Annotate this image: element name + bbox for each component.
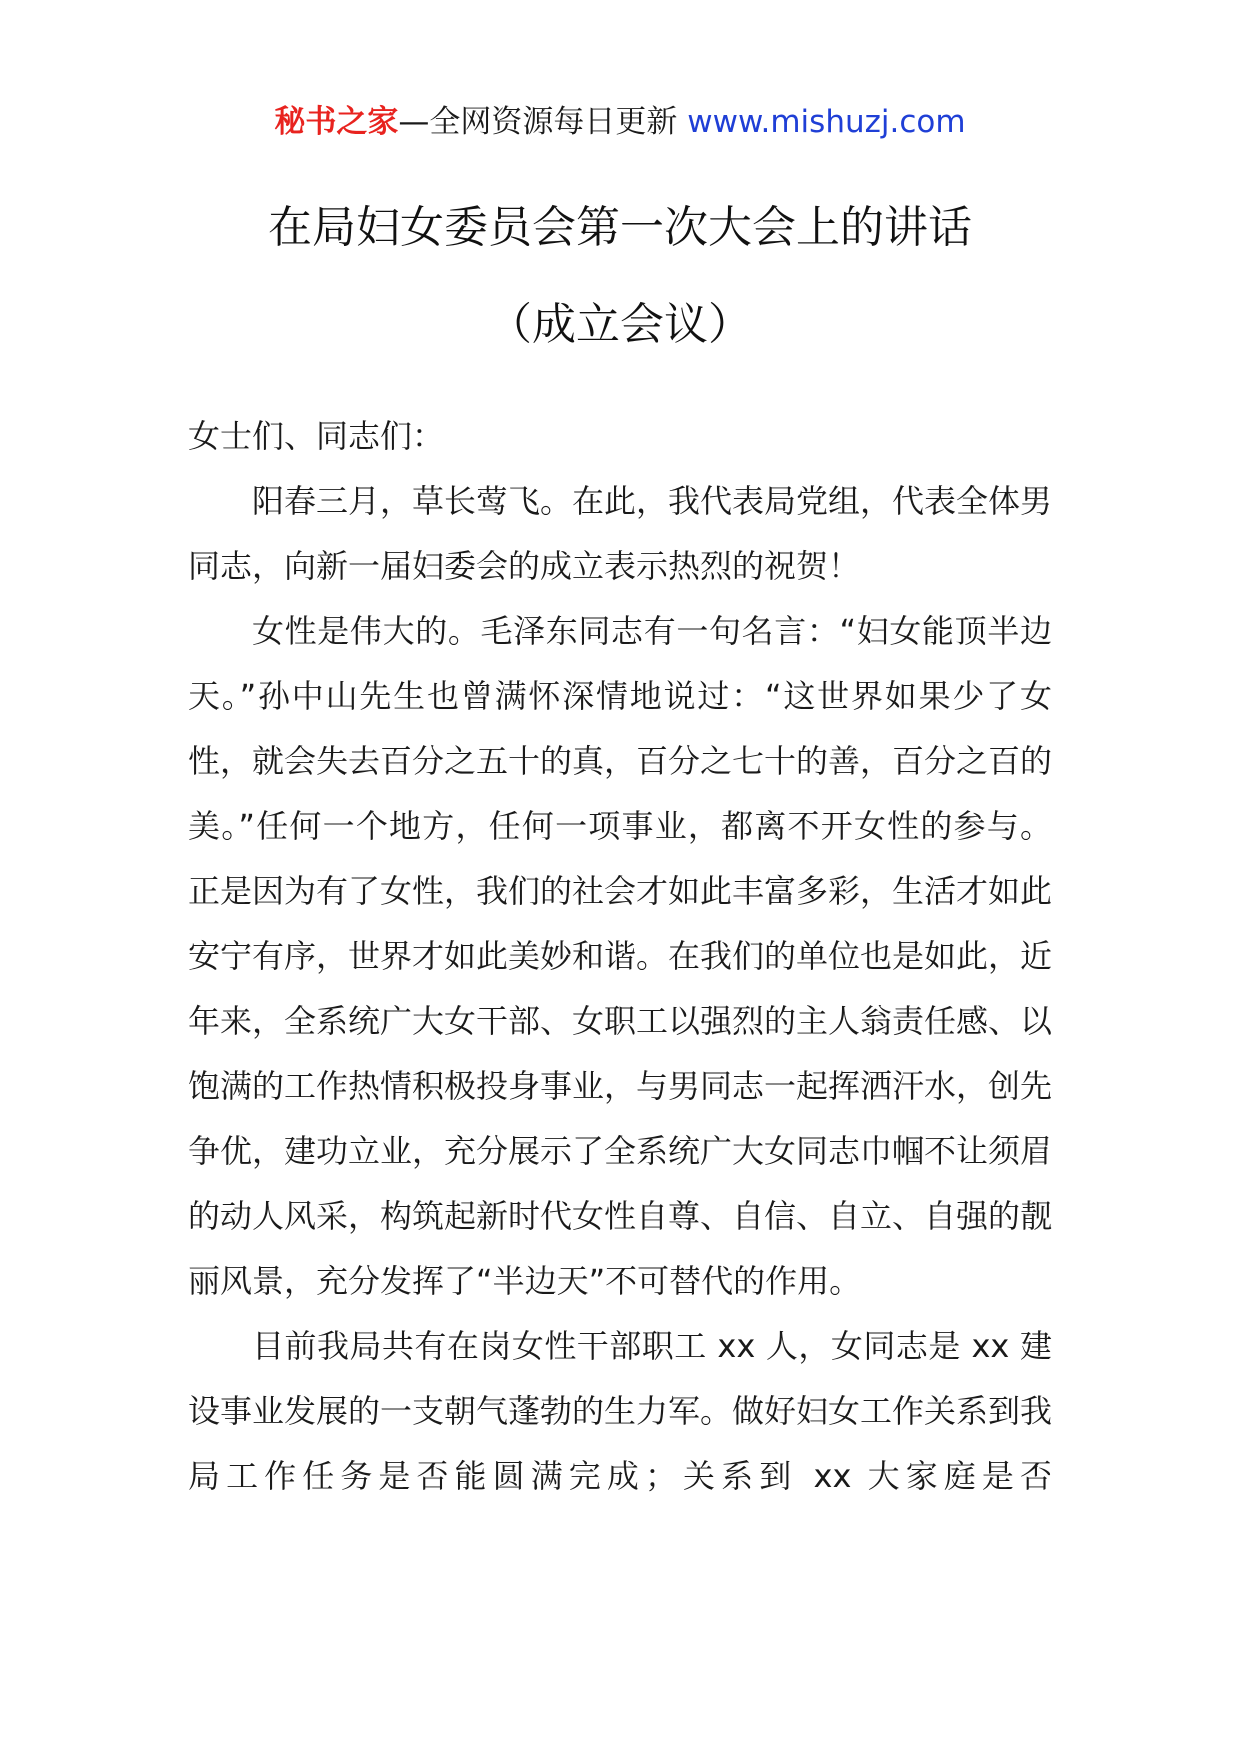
- salutation: 女士们、同志们：: [188, 417, 445, 455]
- document-title: 在局妇女委员会第一次大会上的讲话: [268, 202, 972, 253]
- paragraph-3: 目前我局共有在岗女性干部职工 xx 人，女同志是 xx 建设事业发展的一支朝气蓬勃的生力军。做好妇女工作关系到我局工作任务是否能圆满完成；关系到 xx 大家庭是否: [188, 1327, 1053, 1495]
- paragraph-2: 女性是伟大的。毛泽东同志有一句名言：“妇女能顶半边天。”孙中山先生也曾满怀深情地说过：“这世界如果少了女性，就会失去百分之五十的真，百分之七十的善，百分之百的美。”任何一个地方，任何一项事业，都离不开女性的参与。正是因为有了女性，我们的社会才如此丰富多彩，生活才如此安宁有序，世界才如此美妙和谐。在我们的单位也是如此，近年来，全系统广大女干部、女职工以强烈的主人翁责任感、以饱满的工作热情积极投身事业，与男同志一起挥洒汗水，创先争优，建功立业，充分展示了全系统广大女同志巾帼不让须眉的动人风采，构筑起新时代女性自尊、自信、自立、自强的靓丽风景，充分发挥了“半边天”不可替代的作用。: [188, 612, 1053, 1300]
- site-slogan: —全网资源每日更新: [398, 104, 678, 140]
- document-subtitle: （成立会议）: [488, 299, 752, 350]
- paragraph-1: 阳春三月，草长莺飞。在此，我代表局党组，代表全体男同志，向新一届妇委会的成立表示热烈的祝贺！: [188, 482, 1053, 585]
- document-body: [188, 404, 1052, 1509]
- site-name: 秘书之家: [274, 104, 399, 140]
- site-header: [0, 100, 1240, 144]
- site-url-link[interactable]: www.mishuzj.com: [687, 104, 966, 140]
